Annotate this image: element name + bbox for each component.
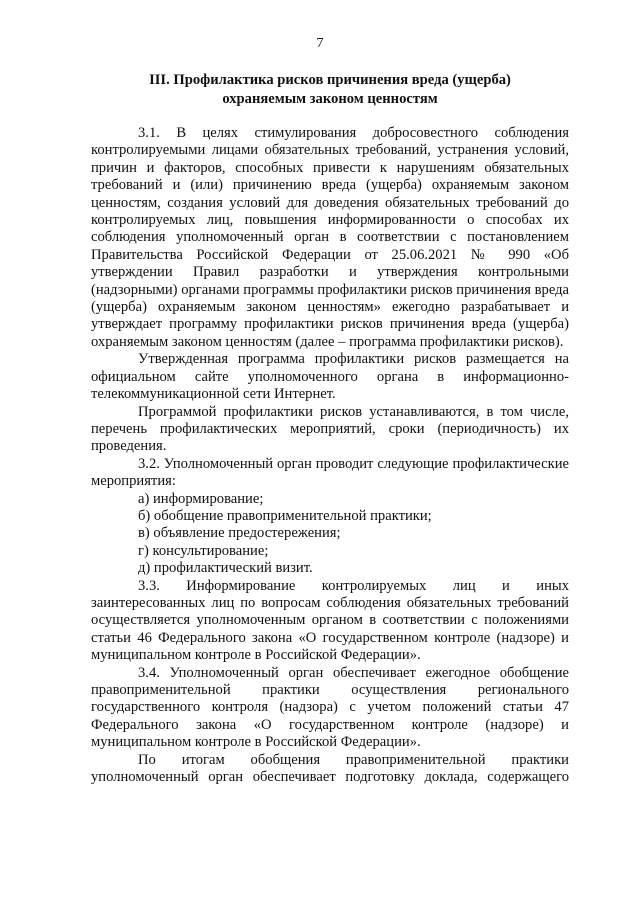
page-number: 7 [316, 36, 324, 51]
section-heading-line-2: охраняемым законом ценностям [222, 91, 438, 107]
list-item: д) профилактический визит. [138, 560, 313, 577]
list-item: в) объявление предостережения; [138, 525, 341, 542]
paragraph-program-publication: Утвержденная программа профилактики рисков размещается на официальном сайте уполномоченного органа в информационно-телекоммуникационной сети Интернет. [91, 351, 569, 403]
section-heading-line-1: III. Профилактика рисков причинения вреда (ущерба) [149, 72, 511, 88]
list-item: а) информирование; [138, 490, 264, 507]
section-heading [91, 71, 569, 109]
list-item: г) консультирование; [138, 542, 269, 559]
paragraph-report: По итогам обобщения правоприменительной практики уполномоченный орган обеспечивает подготовку доклада, содержащего [91, 751, 569, 786]
document-body [91, 125, 569, 786]
paragraph-3-4: 3.4. Уполномоченный орган обеспечивает ежегодное обобщение правоприменительной практики осуществления регионального государственного контроля (надзора) с учетом положений статьи 47 Федерального закона «О государственном контроле (надзоре) и муниципальном контроле в Российской Федерации». [91, 664, 569, 751]
paragraph-3-2: 3.2. Уполномоченный орган проводит следующие профилактические мероприятия: [91, 455, 569, 490]
paragraph-3-1: 3.1. В целях стимулирования добросовестного соблюдения контролируемыми лицами обязательных требований, устранения условий, причин и факторов, способных привести к нарушениям обязательных требований и (или) причинению вреда (ущерба) охраняемым законом ценностям, создания условий для доведения обязательных требований до контролируемых лиц, повышения информированности о способах их соблюдения уполномоченный орган в соответствии с постановлением Правительства Российской Федерации от 25.06.2021 № 990 «Об утверждении Правил разработки и утверждения контрольными (надзорными) органами программы профилактики рисков причинения вреда (ущерба) охраняемым законом ценностям» ежегодно разрабатывает и утверждает программу профилактики рисков причинения вреда (ущерба) охраняемым законом ценностям (далее – программа профилактики рисков). [91, 125, 569, 350]
paragraph-program-contents: Программой профилактики рисков устанавливаются, в том числе, перечень профилактических мероприятий, сроки (периодичность) их проведения. [91, 403, 569, 455]
paragraph-3-3: 3.3. Информирование контролируемых лиц и иных заинтересованных лиц по вопросам соблюдения обязательных требований осуществляется уполномоченным органом в соответствии с положениями статьи 46 Федерального закона «О государственном контроле (надзоре) и муниципальном контроле в Российской Федерации». [91, 577, 569, 664]
list-item: б) обобщение правоприменительной практики; [138, 507, 432, 524]
